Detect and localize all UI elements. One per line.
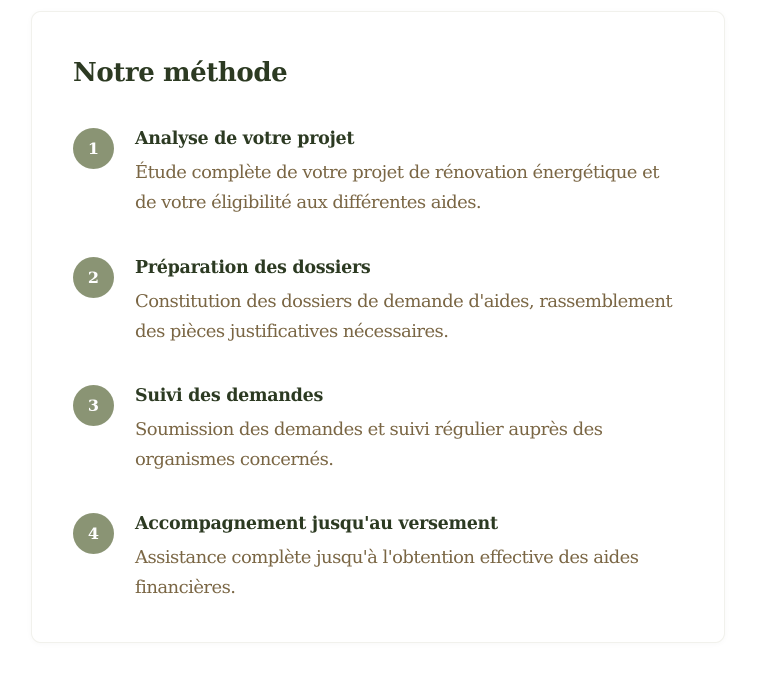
section-title: Notre méthode (73, 58, 288, 88)
method-card (31, 11, 725, 643)
step-title: Accompagnement jusqu'au versement (135, 514, 498, 534)
step-item (73, 382, 693, 482)
step-number-badge: 4 (73, 513, 114, 554)
step-number-badge: 3 (73, 385, 114, 426)
step-title: Préparation des dossiers (135, 258, 371, 278)
step-number-badge: 1 (73, 128, 114, 169)
step-description: Étude complète de votre projet de rénovation énergétique et de votre éligibilité aux différentes aides. (135, 162, 659, 213)
step-title: Analyse de votre projet (135, 129, 355, 149)
step-item (73, 125, 693, 225)
step-item (73, 254, 693, 354)
step-description: Constitution des dossiers de demande d'aides, rassemblement des pièces justificatives nécessaires. (135, 291, 673, 342)
step-description: Assistance complète jusqu'à l'obtention effective des aides financières. (135, 547, 639, 598)
steps-list (32, 12, 724, 642)
step-number-badge: 2 (73, 257, 114, 298)
step-item (73, 510, 693, 610)
step-title: Suivi des demandes (135, 386, 324, 406)
step-description: Soumission des demandes et suivi régulier auprès des organismes concernés. (135, 419, 603, 470)
